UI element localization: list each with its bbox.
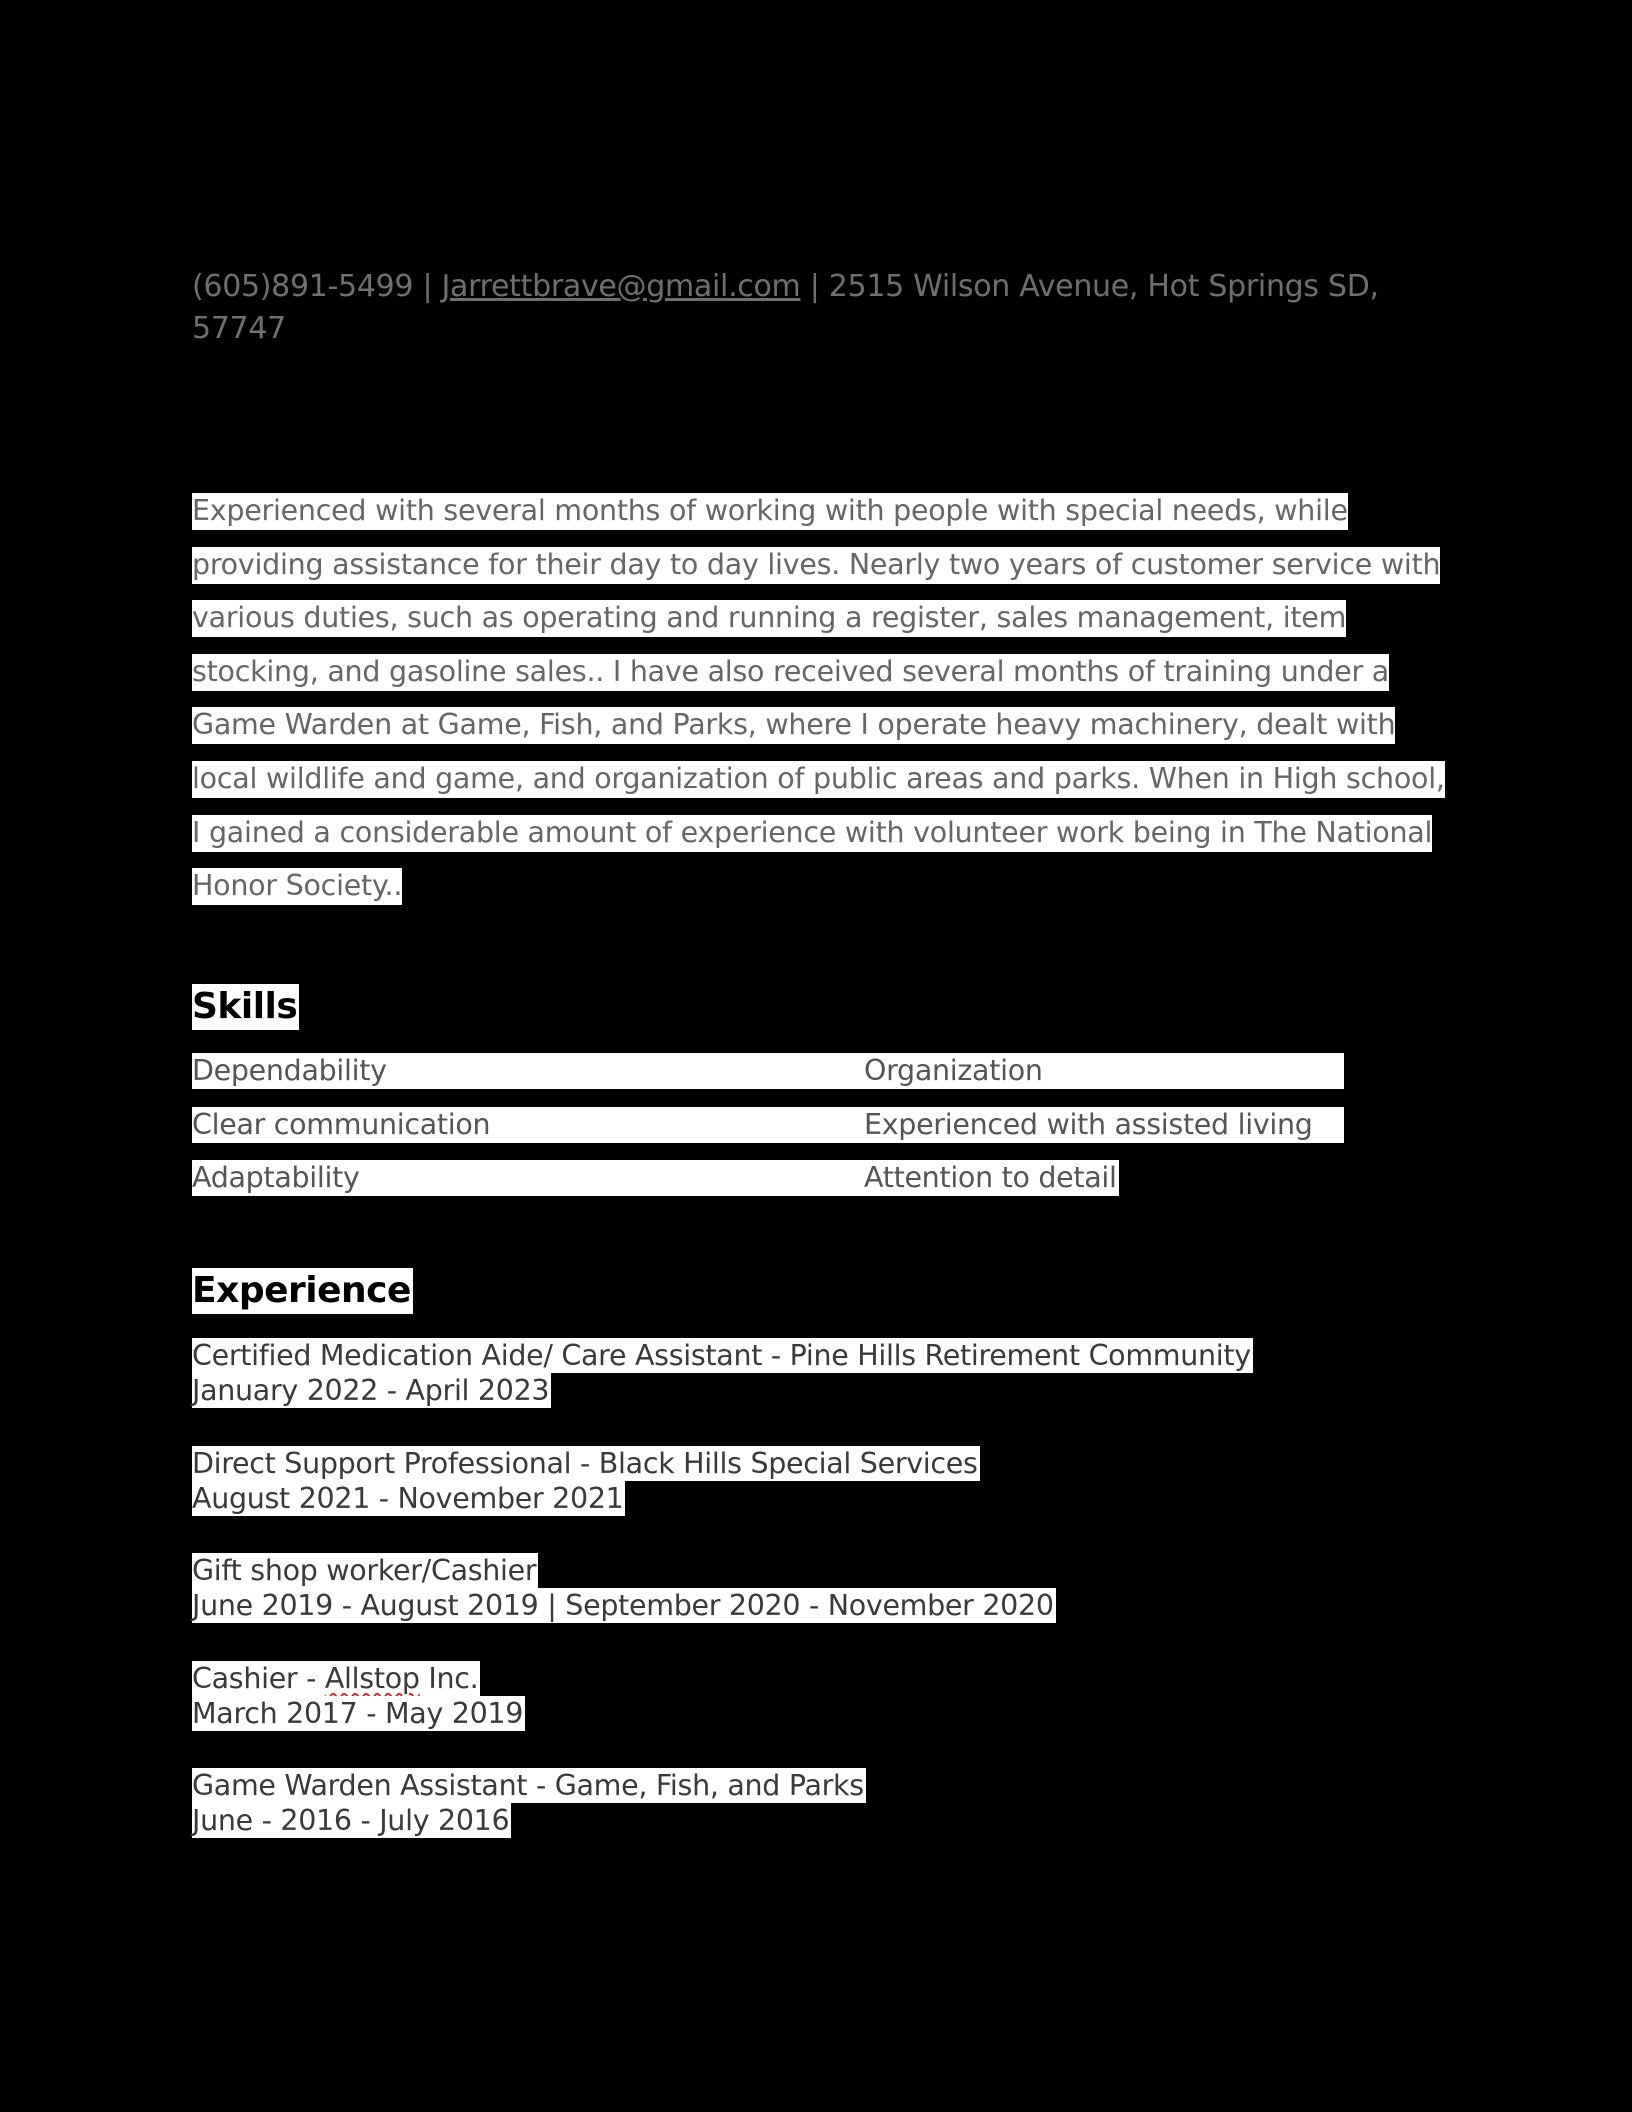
experience-item [192, 1338, 1253, 1446]
experience-item [192, 1768, 1253, 1876]
email-link[interactable]: Jarrettbrave@gmail.com [441, 269, 801, 304]
contact-separator: | [800, 269, 829, 304]
address: 2515 Wilson Avenue, Hot Springs SD, 57747 [192, 269, 1379, 346]
skill-item: Dependability [192, 1053, 864, 1089]
job-title-prefix: Cashier - [192, 1661, 325, 1695]
skill-item: Experienced with assisted living [864, 1107, 1344, 1143]
experience-list [192, 1338, 1253, 1876]
skills-heading: Skills [192, 984, 299, 1030]
phone-number: (605)891-5499 [192, 269, 414, 304]
skill-item: Organization [864, 1053, 1344, 1089]
summary-text: Experienced with several months of working with people with special needs, while providing assistance for their day to day lives. Nearly two years of customer service with various duties, such as operating and running a register, sales management, item stocking, and gasoline sales.. I have also received several months of training under a Game Warden at Game, Fish, and Parks, where I operate heavy machinery, dealt with local wildlife and game, and organization of public areas and parks. When in High school, I gained a considerable amount of experience with volunteer work being in The National Honor Society.. [192, 493, 1445, 905]
spellcheck-word: Allstop [324, 1661, 420, 1695]
job-title: Certified Medication Aide/ Care Assistant - Pine Hills Retirement Community [192, 1339, 1251, 1372]
job-dates: March 2017 - May 2019 [192, 1696, 524, 1730]
contact-separator: | [413, 269, 442, 304]
skill-item: Clear communication [192, 1107, 864, 1143]
job-dates: June - 2016 - July 2016 [192, 1804, 510, 1837]
job-dates: January 2022 - April 2023 [192, 1374, 550, 1407]
experience-item [192, 1661, 1253, 1769]
job-title: Gift shop worker/Cashier [192, 1554, 537, 1587]
contact-line [192, 266, 1442, 350]
experience-heading: Experience [192, 1268, 413, 1314]
job-dates: June 2019 - August 2019 | September 2020 - November 2020 [192, 1589, 1054, 1622]
job-dates: August 2021 - November 2021 [192, 1481, 624, 1515]
job-title [192, 1661, 480, 1696]
experience-item [192, 1446, 1253, 1554]
experience-item [192, 1553, 1253, 1661]
job-title: Direct Support Professional - Black Hills Special Services [192, 1446, 978, 1480]
job-title-suffix: Inc. [419, 1661, 479, 1695]
skill-item: Adaptability [192, 1160, 864, 1196]
summary-paragraph [192, 484, 1452, 913]
job-title: Game Warden Assistant - Game, Fish, and Parks [192, 1769, 864, 1802]
skill-item: Attention to detail [864, 1161, 1117, 1194]
